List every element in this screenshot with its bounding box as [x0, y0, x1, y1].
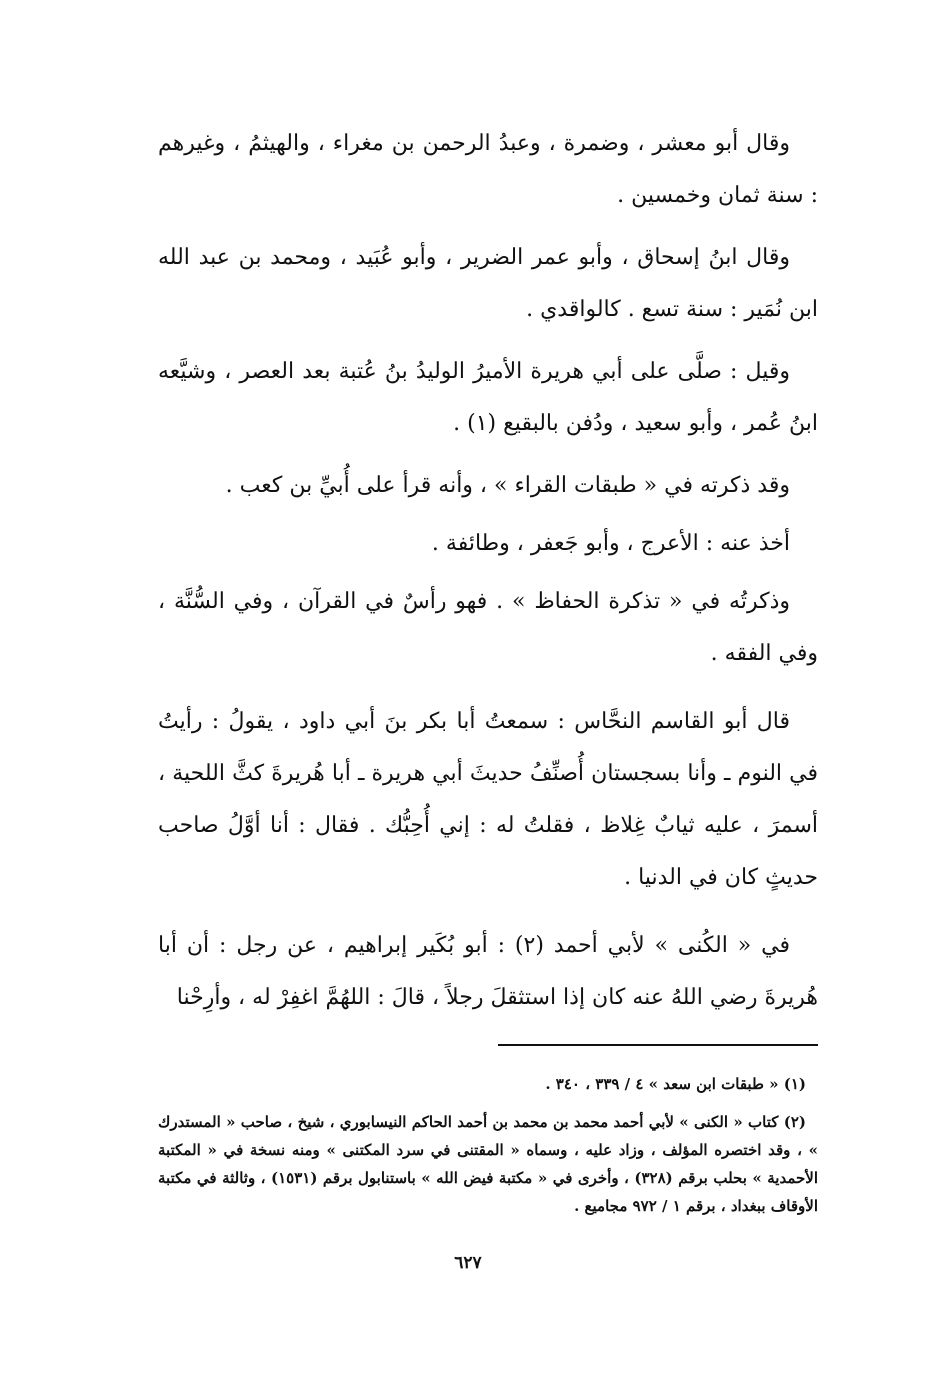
footnote-number: (١)	[783, 1075, 806, 1093]
paragraph-1: وقال أبو معشر ، وضمرة ، وعبدُ الرحمن بن مغراء ، والهيثمُ ، وغيرهم : سنة ثمان وخمسين .	[158, 131, 818, 208]
paragraph-5: أخذ عنه : الأعرج ، وأبو جَعفر ، وطائفة .	[431, 531, 790, 556]
footnote-text: « طبقات ابن سعد » ٤ / ٣٣٩ ، ٣٤٠ .	[545, 1075, 779, 1093]
paragraph-3: وقيل : صلَّى على أبي هريرة الأميرُ الوليدُ بنُ عُتبة بعد العصر ، وشيَّعه ابنُ عُمر ، وأبو سعيد ، ودُفن بالبقيع (١) .	[158, 359, 818, 436]
paragraph-8: في « الكُنى » لأبي أحمد (٢) : أبو بُكَير إبراهيم ، عن رجل : أن أبا هُريرةَ رضي اللهُ عنه كان إذا استثقلَ رجلاً ، قالَ : اللهُمَّ اغفِرْ له ، وأرِحْنا	[158, 933, 818, 1010]
paragraph-6: وذكرتُه في « تذكرة الحفاظ » . فهو رأسٌ في القرآن ، وفي السُّنَّة ، وفي الفقه .	[158, 589, 818, 666]
paragraph-2: وقال ابنُ إسحاق ، وأبو عمر الضرير ، وأبو عُبَيد ، ومحمد بن عبد الله ابن نُمَير : سنة تسع . كالواقدي .	[158, 245, 818, 322]
paragraph-4: وقد ذكرته في « طبقات القراء » ، وأنه قرأ على أُبيِّ بن كعب .	[225, 473, 790, 498]
page-number: ٦٢٧	[454, 1253, 482, 1273]
footnote-text: كتاب « الكنى » لأبي أحمد محمد بن محمد بن أحمد الحاكم النيسابوري ، شيخ ، صاحب « المستدرك » ، وقد اختصره المؤلف ، وزاد عليه ، وسماه « المقتنى في سرد المكتنى » ومنه نسخة في « المكتبة الأحمدية » بحلب برقم (٣٢٨) ، وأخرى في « مكتبة فيض الله » باستنابول برقم (١٥٣١) ، وثالثة في مكتبة الأوقاف ببغداد ، برقم ١ / ٩٧٢ مجاميع .	[158, 1113, 818, 1215]
main-text	[158, 118, 818, 1024]
footnote-2	[158, 1108, 818, 1220]
paragraph-7: قال أبو القاسم النحَّاس : سمعتُ أبا بكر بنَ أبي داود ، يقولُ : رأيتُ في النوم ـ وأنا بسجستان أُصنِّفُ حديثَ أبي هريرة ـ أبا هُريرةَ كثَّ اللحية ، أسمرَ ، عليه ثيابٌ غِلاظ ، فقلتُ له : إني أُحِبُّك . فقال : أنا أوَّلُ صاحب حديثٍ كان في الدنيا .	[158, 709, 818, 890]
footnote-number: (٢)	[783, 1113, 806, 1131]
footnotes	[158, 1070, 818, 1220]
footnote-divider	[498, 1044, 818, 1046]
footnote-1	[158, 1070, 818, 1098]
